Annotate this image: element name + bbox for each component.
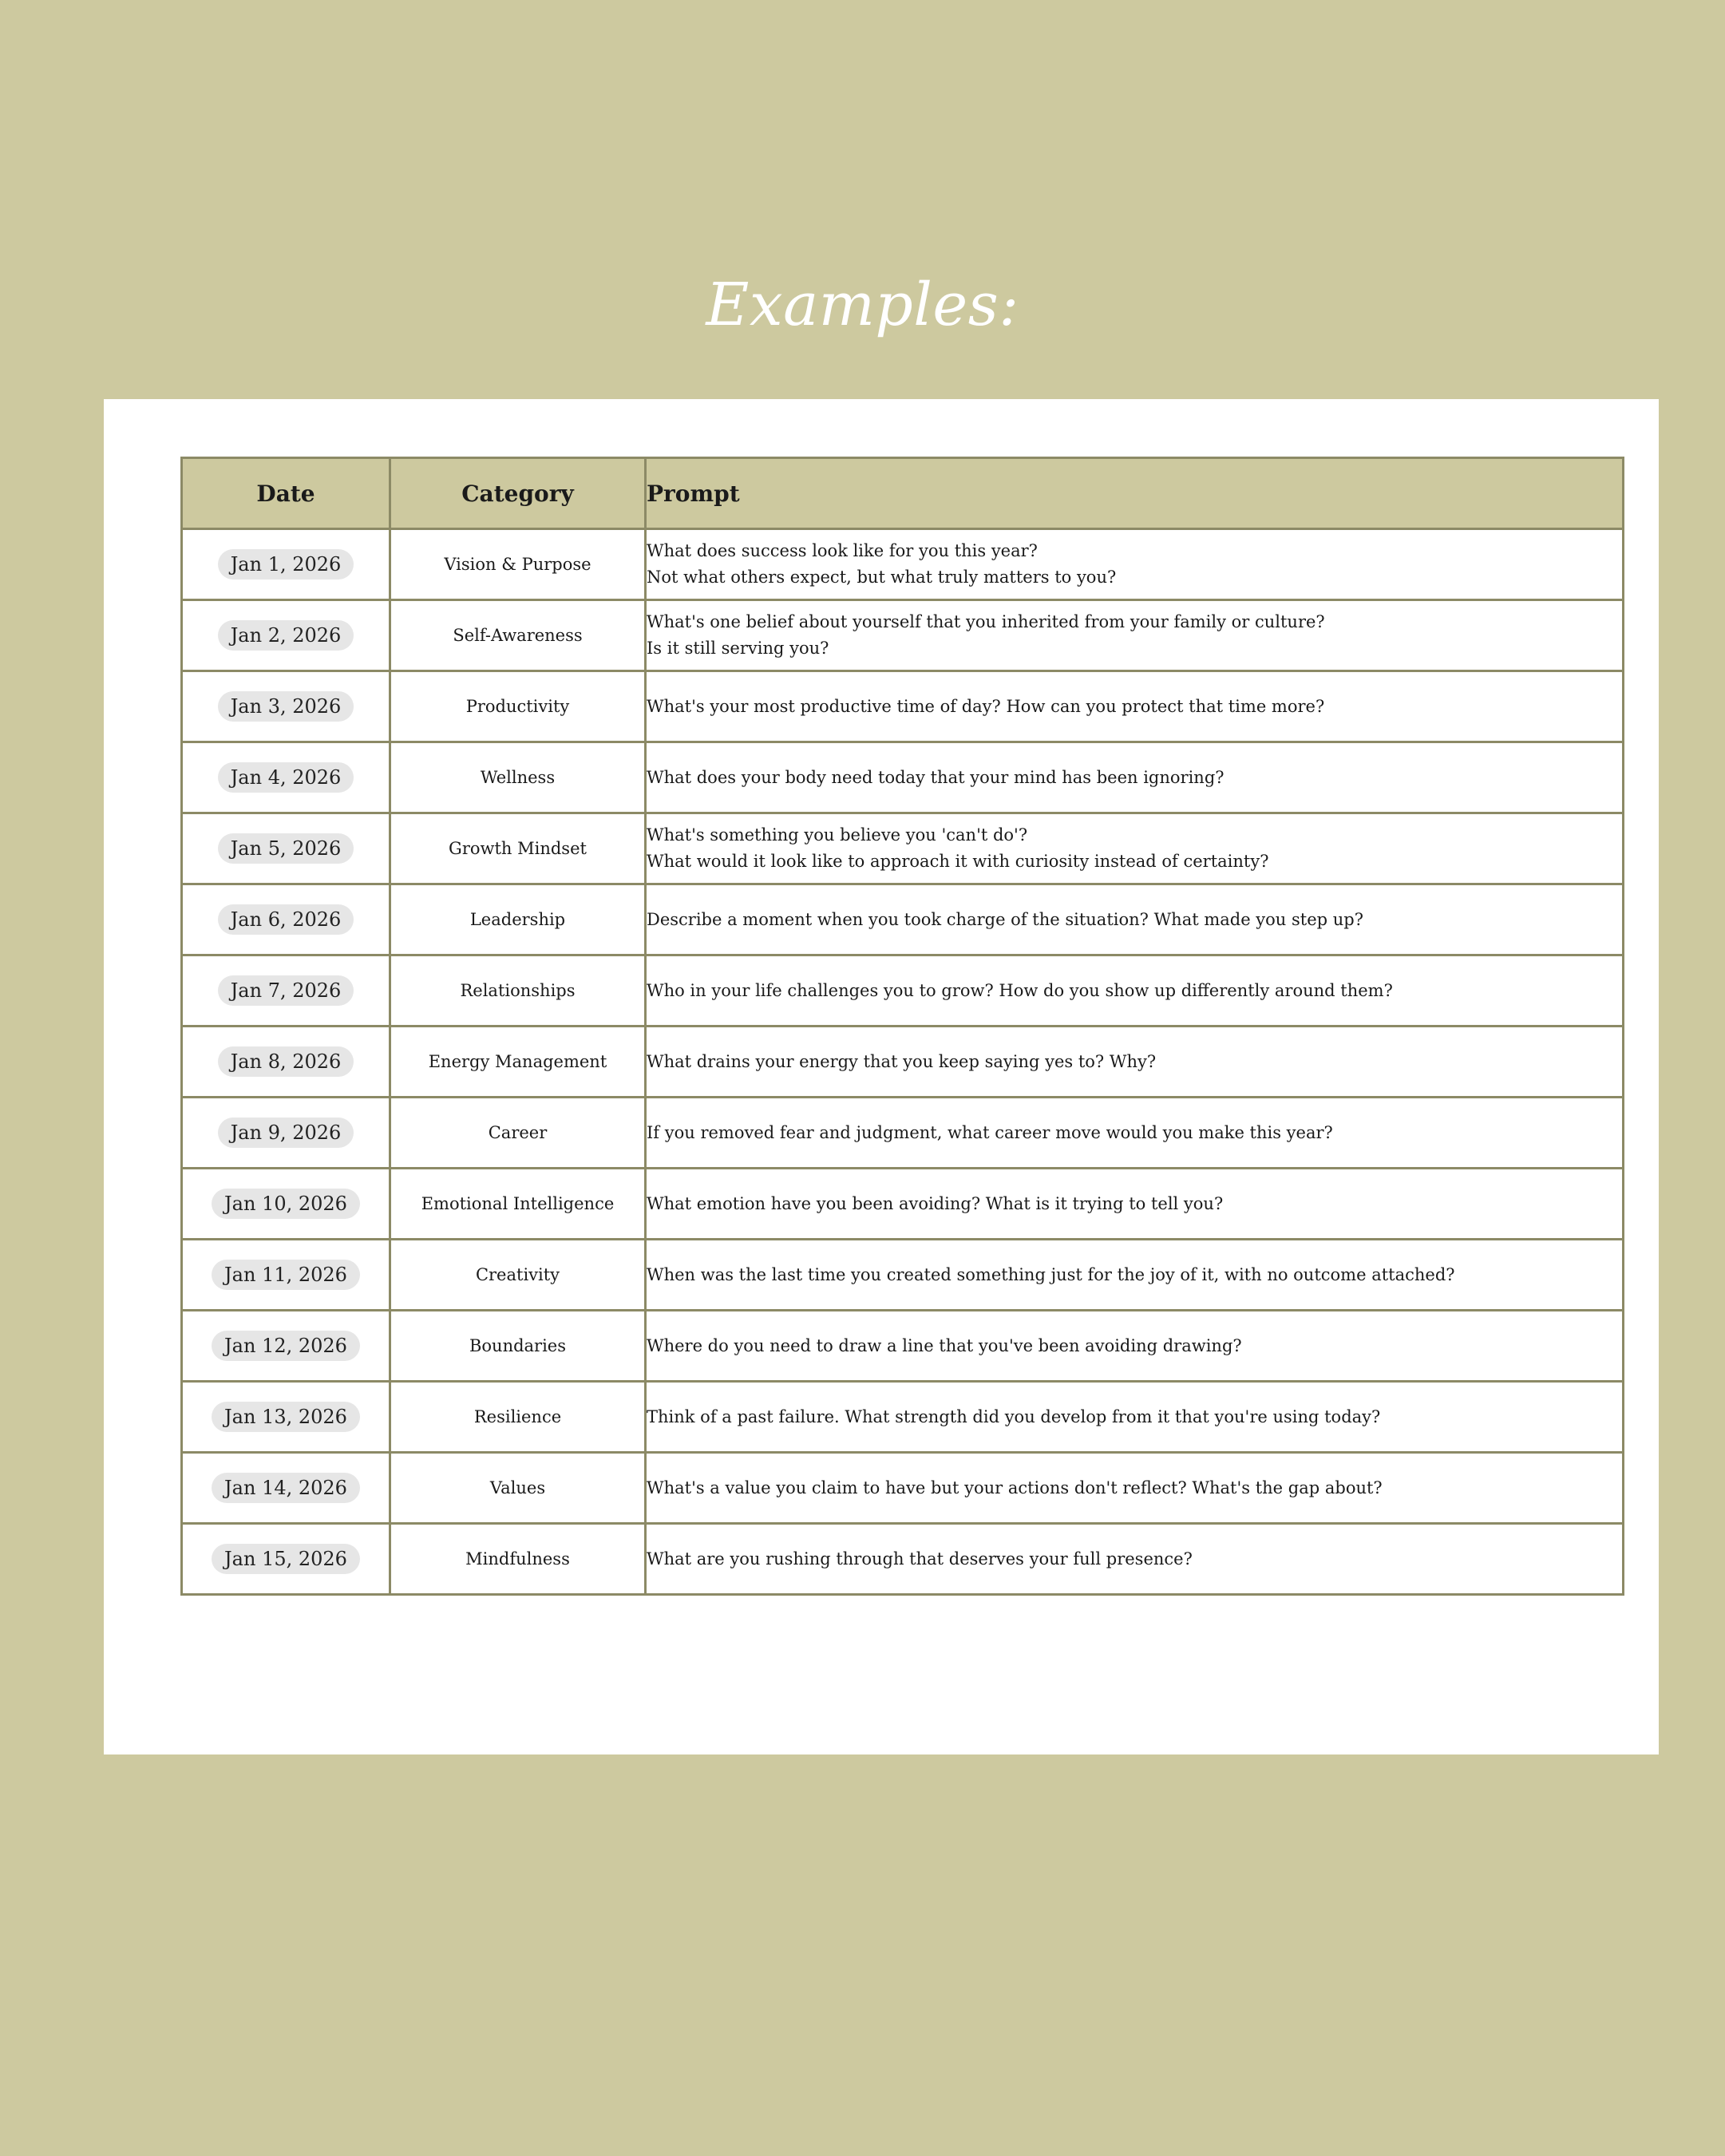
date-cell	[182, 1098, 390, 1169]
prompts-table	[180, 457, 1624, 1596]
prompt-line: Think of a past failure. What strength did you develop from it that you're using today?	[647, 1406, 1381, 1426]
table-row	[182, 742, 1624, 813]
date-chip: Jan 5, 2026	[218, 833, 354, 864]
prompt-column-header: Prompt	[646, 458, 1624, 529]
table-header-row	[182, 458, 1624, 529]
prompt-cell	[646, 1098, 1624, 1169]
date-cell	[182, 742, 390, 813]
date-chip: Jan 3, 2026	[218, 691, 354, 722]
table-row	[182, 671, 1624, 742]
prompt-line: What are you rushing through that deserves your full presence?	[647, 1549, 1193, 1569]
date-chip: Jan 12, 2026	[212, 1331, 360, 1362]
category-cell: Leadership	[390, 884, 646, 955]
prompt-cell	[646, 1524, 1624, 1595]
prompt-line: Not what others expect, but what truly matters to you?	[647, 568, 1117, 587]
date-chip: Jan 4, 2026	[218, 762, 354, 793]
page-title: Examples:	[706, 271, 1019, 339]
table-row	[182, 1311, 1624, 1382]
category-cell: Emotional Intelligence	[390, 1169, 646, 1240]
date-chip: Jan 13, 2026	[212, 1402, 360, 1433]
date-cell	[182, 1311, 390, 1382]
category-cell: Wellness	[390, 742, 646, 813]
date-cell	[182, 884, 390, 955]
table-row	[182, 1098, 1624, 1169]
category-cell: Values	[390, 1453, 646, 1524]
prompt-cell	[646, 884, 1624, 955]
prompt-cell	[646, 600, 1624, 671]
table-row	[182, 955, 1624, 1027]
prompt-line: What emotion have you been avoiding? What is it trying to tell you?	[647, 1193, 1224, 1213]
prompt-cell	[646, 1027, 1624, 1098]
prompt-line: What drains your energy that you keep saying yes to? Why?	[647, 1051, 1157, 1071]
category-column-header: Category	[390, 458, 646, 529]
date-chip: Jan 11, 2026	[212, 1260, 360, 1291]
date-cell	[182, 955, 390, 1027]
prompt-line: What's something you believe you 'can't do'?	[647, 825, 1028, 845]
category-cell: Boundaries	[390, 1311, 646, 1382]
table-body	[182, 529, 1624, 1595]
date-cell	[182, 1382, 390, 1453]
date-chip: Jan 2, 2026	[218, 620, 354, 651]
prompt-cell	[646, 742, 1624, 813]
category-cell: Productivity	[390, 671, 646, 742]
prompt-line: When was the last time you created something just for the joy of it, with no outcome attached?	[647, 1264, 1455, 1284]
prompt-cell	[646, 813, 1624, 884]
category-cell: Growth Mindset	[390, 813, 646, 884]
date-chip: Jan 8, 2026	[218, 1046, 354, 1078]
date-cell	[182, 1524, 390, 1595]
date-chip: Jan 10, 2026	[212, 1189, 360, 1220]
table-row	[182, 1027, 1624, 1098]
prompt-cell	[646, 1453, 1624, 1524]
prompt-cell	[646, 671, 1624, 742]
date-column-header: Date	[182, 458, 390, 529]
date-cell	[182, 1169, 390, 1240]
category-cell: Self-Awareness	[390, 600, 646, 671]
prompt-cell	[646, 1169, 1624, 1240]
table-row	[182, 600, 1624, 671]
category-cell: Vision & Purpose	[390, 529, 646, 600]
prompt-line: What's your most productive time of day? How can you protect that time more?	[647, 696, 1325, 716]
prompt-line: What would it look like to approach it with curiosity instead of certainty?	[647, 852, 1269, 871]
prompt-cell	[646, 1382, 1624, 1453]
prompt-line: Where do you need to draw a line that you've been avoiding drawing?	[647, 1335, 1242, 1355]
prompt-cell	[646, 955, 1624, 1027]
category-cell: Resilience	[390, 1382, 646, 1453]
table-row	[182, 1524, 1624, 1595]
date-cell	[182, 529, 390, 600]
prompt-cell	[646, 1311, 1624, 1382]
prompt-line: If you removed fear and judgment, what career move would you make this year?	[647, 1122, 1333, 1142]
date-cell	[182, 813, 390, 884]
table-row	[182, 884, 1624, 955]
table-row	[182, 1382, 1624, 1453]
prompt-line: Describe a moment when you took charge of the situation? What made you step up?	[647, 909, 1363, 929]
date-cell	[182, 1240, 390, 1311]
category-cell: Mindfulness	[390, 1524, 646, 1595]
category-cell: Relationships	[390, 955, 646, 1027]
date-cell	[182, 671, 390, 742]
table-row	[182, 1453, 1624, 1524]
prompt-cell	[646, 529, 1624, 600]
prompt-line: What's one belief about yourself that you inherited from your family or culture?	[647, 612, 1325, 632]
prompt-line: What does success look like for you this year?	[647, 541, 1038, 561]
category-cell: Energy Management	[390, 1027, 646, 1098]
date-chip: Jan 1, 2026	[218, 549, 354, 580]
table-row	[182, 529, 1624, 600]
prompt-cell	[646, 1240, 1624, 1311]
table-row	[182, 1240, 1624, 1311]
date-chip: Jan 7, 2026	[218, 975, 354, 1007]
prompt-line: Is it still serving you?	[647, 639, 829, 658]
table-row	[182, 813, 1624, 884]
category-cell: Creativity	[390, 1240, 646, 1311]
date-cell	[182, 600, 390, 671]
category-cell: Career	[390, 1098, 646, 1169]
date-chip: Jan 6, 2026	[218, 904, 354, 936]
date-chip: Jan 14, 2026	[212, 1473, 360, 1504]
date-chip: Jan 15, 2026	[212, 1544, 360, 1575]
date-chip: Jan 9, 2026	[218, 1118, 354, 1149]
prompt-line: Who in your life challenges you to grow? How do you show up differently around them?	[647, 980, 1393, 1000]
date-cell	[182, 1027, 390, 1098]
table-row	[182, 1169, 1624, 1240]
date-cell	[182, 1453, 390, 1524]
examples-sheet	[104, 399, 1659, 1754]
prompt-line: What does your body need today that your mind has been ignoring?	[647, 767, 1225, 787]
prompt-line: What's a value you claim to have but your actions don't reflect? What's the gap about?	[647, 1478, 1383, 1497]
